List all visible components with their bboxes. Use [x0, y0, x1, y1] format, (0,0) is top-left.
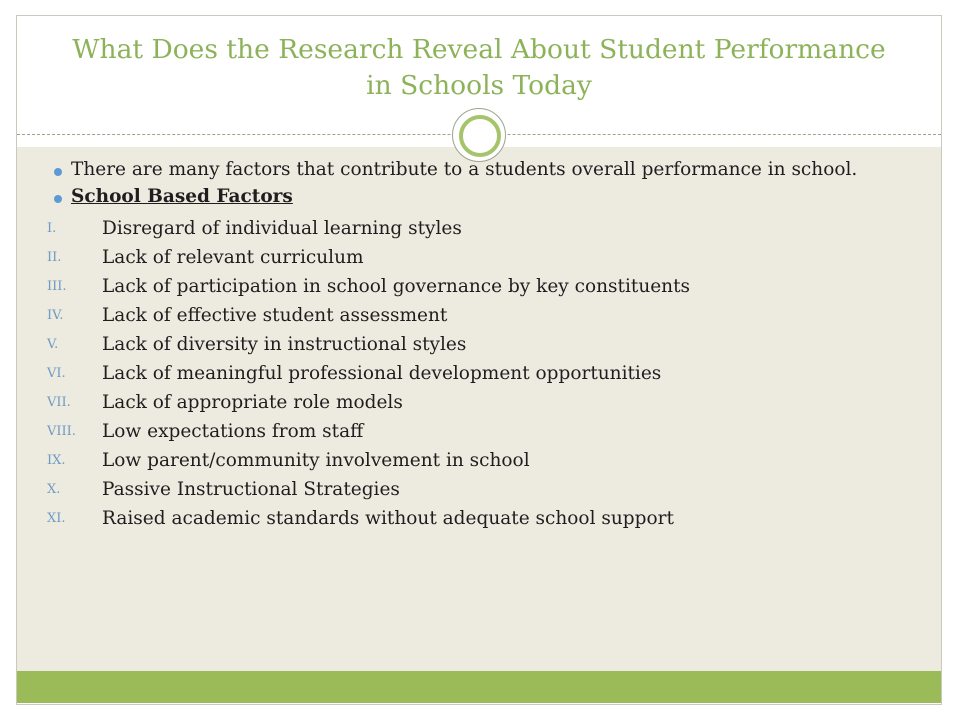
list-item — [47, 214, 894, 243]
list-item-text: Raised academic standards without adequate school support — [102, 508, 674, 529]
list-item-text: Low parent/community involvement in school — [102, 450, 530, 471]
section-heading: School Based Factors — [71, 186, 293, 207]
list-item — [47, 446, 894, 475]
list-item-text: Lack of meaningful professional development opportunities — [102, 363, 662, 384]
bullet-intro — [54, 160, 894, 180]
list-number: III. — [47, 279, 67, 294]
list-item — [47, 475, 894, 504]
bullet-school-based-factors — [54, 187, 894, 207]
list-item — [47, 504, 894, 533]
list-item-text: Lack of relevant curriculum — [102, 247, 364, 268]
circle-ring-icon — [459, 115, 501, 157]
list-item — [47, 388, 894, 417]
list-item-text: Lack of appropriate role models — [102, 392, 403, 413]
list-item — [47, 301, 894, 330]
bullet-dot-icon — [54, 168, 62, 176]
list-item — [47, 272, 894, 301]
list-item-text: Lack of effective student assessment — [102, 305, 448, 326]
footer-bar — [17, 671, 941, 703]
list-item-text: Low expectations from staff — [102, 421, 364, 442]
list-number: VII. — [47, 395, 71, 410]
list-item — [47, 243, 894, 272]
list-item-text: Lack of diversity in instructional styles — [102, 334, 467, 355]
list-number: IV. — [47, 308, 64, 323]
list-number: II. — [47, 250, 62, 265]
list-item-text: Disregard of individual learning styles — [102, 218, 462, 239]
list-number: V. — [47, 337, 59, 352]
slide-body — [47, 159, 894, 533]
list-number: IX. — [47, 453, 66, 468]
bullet-intro-text: There are many factors that contribute to a students overall performance in school. — [71, 159, 858, 180]
list-number: XI. — [47, 511, 66, 526]
slide-title: What Does the Research Reveal About Student Performance in Schools Today — [72, 34, 886, 101]
list-number: X. — [47, 482, 61, 497]
list-item-text: Lack of participation in school governance by key constituents — [102, 276, 691, 297]
list-item — [47, 330, 894, 359]
list-item-text: Passive Instructional Strategies — [102, 479, 400, 500]
list-number: VI. — [47, 366, 66, 381]
list-number: I. — [47, 221, 57, 236]
list-item — [47, 417, 894, 446]
circle-ornament-icon — [452, 108, 506, 162]
list-item — [47, 359, 894, 388]
factors-list — [47, 214, 894, 533]
list-number: VIII. — [47, 424, 76, 439]
bullet-dot-icon — [54, 195, 62, 203]
